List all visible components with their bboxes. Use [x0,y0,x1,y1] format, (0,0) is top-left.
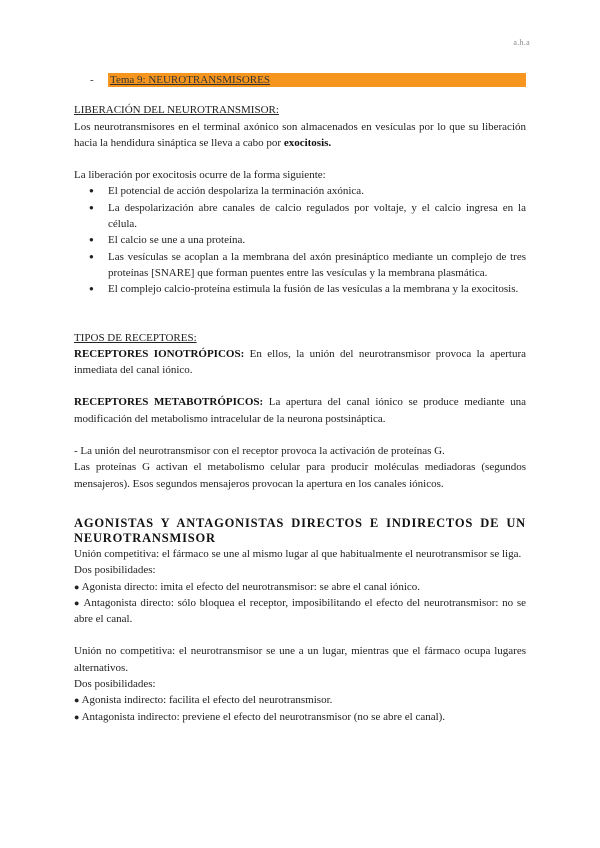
metabotropicos-paragraph: RECEPTORES METABOTRÓPICOS: La apertura del canal iónico se produce mediante una modificación del metabolismo intracelular de la neurona postsináptica. [74,396,526,425]
exocitosis-term: exocitosis. [283,136,332,149]
author-initials: a.h.a [513,38,530,47]
topic-header [74,72,526,88]
list-item: ● La despolarización abre canales de calcio regulados por voltaje, y el calcio ingresa en la célula. [108,200,526,233]
ionotropicos-label: RECEPTORES IONOTRÓPICOS: [74,347,245,360]
list-item: ● Agonista indirecto: facilita el efecto del neurotransmisor. [74,694,333,707]
exocitosis-steps [74,183,526,297]
receptores-heading: TIPOS DE RECEPTORES: [74,331,197,344]
proteinas-g-line: - La unión del neurotransmisor con el receptor provoca la activación de proteínas G. [74,445,445,458]
list-item: ● Agonista directo: imita el efecto del neurotransmisor: se abre el canal iónico. [74,580,421,593]
list-item: ● El potencial de acción despolariza la terminación axónica. [108,183,526,199]
list-item: ● El complejo calcio-proteína estimula la fusión de las vesículas a la membrana y la exocitosis. [108,281,526,297]
liberacion-intro: Los neurotransmisores en el terminal axónico son almacenados en vesículas por lo que su liberación hacia la hendidura sináptica se lleva a cabo por exocitosis. [74,120,526,149]
list-item: ● Antagonista indirecto: previene el efecto del neurotransmisor (no se abre el canal). [74,710,446,723]
list-item: ● El calcio se une a una proteína. [108,232,526,248]
proteinas-g-paragraph: Las proteínas G activan el metabolismo celular para producir moléculas mediadoras (segundos mensajeros). Esos segundos mensajeros provocan la apertura en los canales iónicos. [74,461,526,490]
topic-dash: - [90,74,94,86]
no-competitiva-intro: Unión no competitiva: el neurotransmisor se une a un lugar, mientras que el fármaco ocupa lugares alternativos. [74,645,526,674]
list-item: ● Las vesículas se acoplan a la membrana del axón presináptico mediante un complejo de tres proteínas [SNARE] que forman puentes entre las vesículas y la membrana plasmática. [108,249,526,282]
list-item: ● Antagonista directo: sólo bloquea el receptor, imposibilitando el efecto del neurotransmisor: no se abre el canal. [74,596,526,626]
competitiva-lead: Dos posibilidades: [74,564,156,577]
metabotropicos-label: RECEPTORES METABOTRÓPICOS: [74,396,264,409]
liberacion-lead: La liberación por exocitosis ocurre de la forma siguiente: [74,169,326,182]
competitiva-intro: Unión competitiva: el fármaco se une al mismo lugar al que habitualmente el neurotransmisor se liga. [74,547,522,560]
ionotropicos-paragraph: RECEPTORES IONOTRÓPICOS: En ellos, la unión del neurotransmisor provoca la apertura inmediata del canal iónico. [74,347,527,377]
topic-title: Tema 9: NEUROTRANSMISORES [108,73,526,87]
agonistas-heading: AGONISTAS Y ANTAGONISTAS DIRECTOS E INDIRECTOS DE UN NEUROTRANSMISOR [74,515,526,545]
document-body [74,72,526,725]
no-competitiva-lead: Dos posibilidades: [74,678,156,691]
liberacion-heading: LIBERACIÓN DEL NEUROTRANSMISOR: [74,104,279,117]
